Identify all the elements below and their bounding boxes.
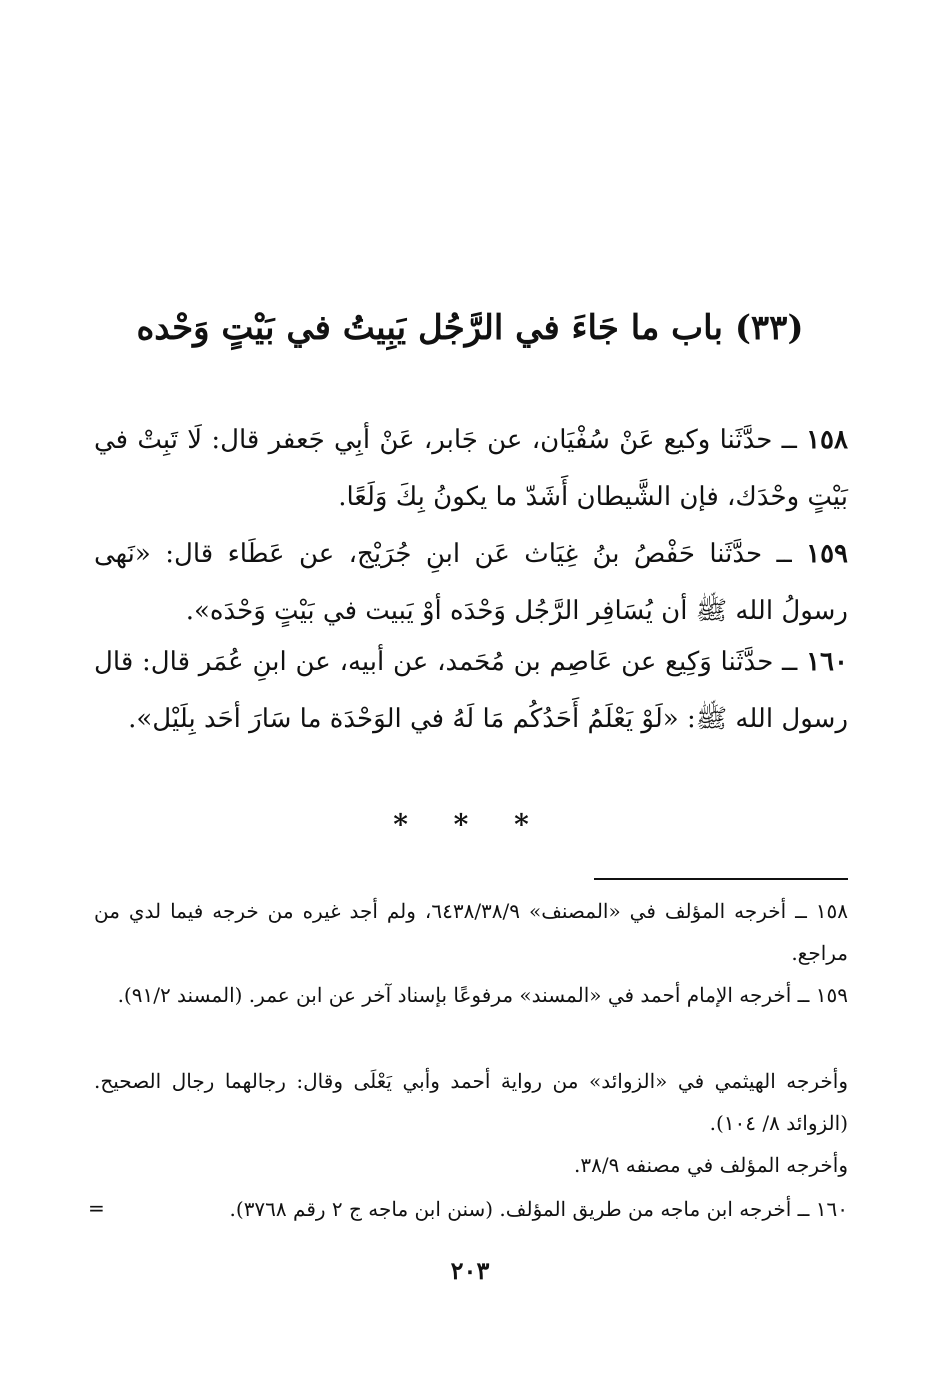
chapter-title: (٣٣) باب ما جَاءَ في الرَّجُل يَبِيتُ في بَيْتٍ وَحْده <box>136 308 804 348</box>
hadith-number: ١٥٨ <box>806 425 848 455</box>
hadith-paragraph <box>94 634 848 748</box>
section-separator: * * * <box>393 808 547 841</box>
hadith-paragraph <box>94 412 848 526</box>
footnote: وأخرجه الهيثمي في «الزوائد» من رواية أحمد وأبي يَعْلَى وقال: رجالهما رجال الصحيح. (الزوائد ٨/ ١٠٤). <box>94 1069 848 1135</box>
footnote: ١٦٠ ــ أخرجه ابن ماجه من طريق المؤلف. (سنن ابن ماجه ج ٢ رقم ٣٧٦٨). <box>229 1197 848 1221</box>
footnote: ١٥٨ ــ أخرجه المؤلف في «المصنف» ٦٤٣٨/٣٨/٩، ولم أجد غيره من خرجه فيما لدي من مراجع. <box>94 899 848 965</box>
hadith-number: ١٥٩ <box>806 539 849 569</box>
hadith-text: ــ حدَّثَنا وكيع عَنْ سُفْيَان، عن جَابر، عَنْ أبِي جَعفر قال: لَا تَبِتْ في بَيْتٍ وحْدَك، فإن الشَّيطان أَشَدّ ما يكونُ بِكَ وَلَعًا. <box>94 425 848 512</box>
footnote: ١٥٩ ــ أخرجه الإمام أحمد في «المسند» مرفوعًا بإسناد آخر عن ابن عمر. (المسند ٩١/٢). <box>117 983 848 1007</box>
continuation-mark: = <box>88 1196 105 1220</box>
footnote-divider <box>594 878 848 880</box>
hadith-paragraph <box>94 526 848 640</box>
hadith-text: ــ حدَّثَنا وَكِيع عن عَاصِم بن مُحَمد، عن أبيه، عن ابنِ عُمَر قال: قال رسول الله ﷺ: «لَوْ يَعْلَمُ أَحَدُكُم مَا لَهُ في الوَحْدَة ما سَارَ أحَد بِلَيْل». <box>94 647 848 734</box>
page-number: ٢٠٣ <box>450 1256 490 1285</box>
hadith-text: ــ حدَّثَنا حَفْصُ بنُ غِيَاث عَن ابنِ جُرَيْج، عن عَطَاء قال: «نَهى رسولُ الله ﷺ أن يُسَافِر الرَّجُل وَحْدَه أوْ يَبيت في بَيْتٍ وَحْدَه». <box>94 539 848 626</box>
footnote: وأخرجه المؤلف في مصنفه ٣٨/٩. <box>574 1153 848 1177</box>
hadith-number: ١٦٠ <box>806 647 848 677</box>
